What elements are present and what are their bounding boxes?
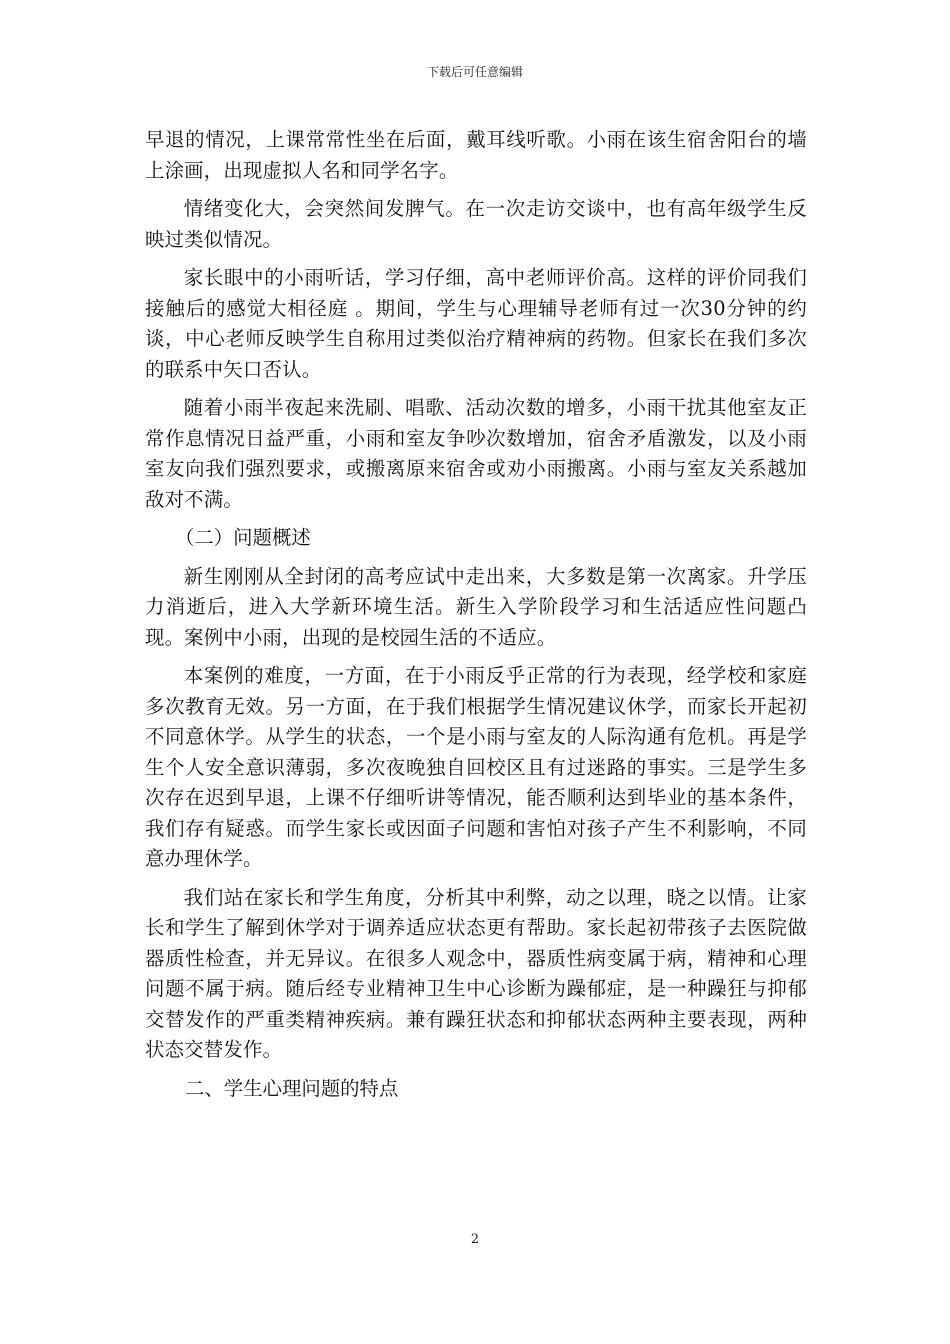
paragraph: 本案例的难度，一方面，在于小雨反乎正常的行为表现，经学校和家庭多次教育无效。另一方面，在于我们根据学生情况建议休学，而家长开起初不同意休学。从学生的状态，一个是小雨与室友的人际沟通有危机。再是学生个人安全意识薄弱，多次夜晚独自回校区且有过迷路的事实。三是学生多次存在迟到早退，上课不仔细听讲等情况，能否顺利达到毕业的基本条件，我们存有疑惑。而学生家长或因面子问题和害怕对孩子产生不利影响，不同意办理休学。 (145, 664, 807, 870)
page-header: 下载后可任意编辑 (426, 65, 523, 79)
paragraph: 情绪变化大，会突然间发脾气。在一次走访交谈中，也有高年级学生反映过类似情况。 (145, 197, 807, 251)
paragraph: 新生刚刚从全封闭的高考应试中走出来，大多数是第一次离家。升学压力消逝后，进入大学新环境生活。新生入学阶段学习和生活适应性问题凸现。案例中小雨，出现的是校园生活的不适应。 (145, 564, 807, 649)
section-heading: （二）问题概述 (175, 526, 311, 549)
paragraph: 家长眼中的小雨听话，学习仔细，高中老师评价高。这样的评价同我们接触后的感觉大相径庭 。期间，学生与心理辅导老师有过一次30分钟的约谈，中心老师反映学生自称用过类似治疗精神病的药物。但家长在我们多次的联系中矢口否认。 (145, 266, 807, 381)
section-heading: 二、学生心理问题的特点 (185, 1076, 399, 1100)
page-number: 2 (470, 1232, 480, 1247)
paragraph: 随着小雨半夜起来洗刷、唱歌、活动次数的增多，小雨干扰其他室友正常作息情况日益严重，小雨和室友争吵次数增加，宿舍矛盾激发，以及小雨室友向我们强烈要求，或搬离原来宿舍或劝小雨搬离。小雨与室友关系越加敌对不满。 (145, 396, 807, 511)
document-body (145, 125, 807, 1112)
paragraph: 我们站在家长和学生角度，分析其中利弊，动之以理，晓之以情。让家长和学生了解到休学对于调养适应状态更有帮助。家长起初带孩子去医院做器质性检查，并无异议。在很多人观念中，器质性病变属于病，精神和心理问题不属于病。随后经专业精神卫生中心诊断为躁郁症，是一种躁狂与抑郁交替发作的严重类精神疾病。兼有躁狂状态和抑郁状态两种主要表现，两种状态交替发作。 (145, 885, 807, 1061)
paragraph: 早退的情况，上课常常性坐在后面，戴耳线听歌。小雨在该生宿舍阳台的墙上涂画，出现虚拟人名和同学名字。 (145, 128, 807, 182)
